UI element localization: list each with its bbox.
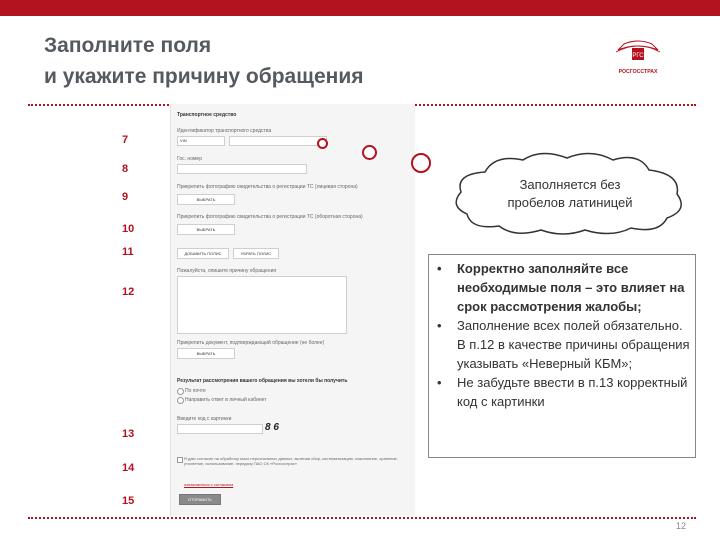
result-option-2-radio[interactable] <box>177 397 184 404</box>
note-text-1: Корректно заполняйте все необходимые поля – это влияет на срок рассмотрения жалобы; <box>457 261 685 314</box>
consent-checkbox[interactable] <box>177 457 183 463</box>
photo2-label: Прикрепить фотографию свидетельства о регистрации ТС (оборотная сторона) <box>177 214 363 220</box>
thought-circle-small <box>317 138 328 149</box>
attach-label: Прикрепить документ, подтверждающий обращение (не более) <box>177 340 325 346</box>
note-item-2 <box>429 316 693 373</box>
row-number-10: 10 <box>122 223 135 235</box>
add-policy-button[interactable]: ДОБАВИТЬ ПОЛИС <box>177 248 229 259</box>
reg-number-label: Гос. номер <box>177 156 202 162</box>
callout-text <box>470 176 670 212</box>
result-title: Результат рассмотрения вашего обращения вы хотели бы получить <box>177 378 348 384</box>
row-number-15: 15 <box>122 495 135 507</box>
note-item-3 <box>429 373 693 411</box>
row-number-11: 11 <box>122 246 134 258</box>
bullet-icon: • <box>437 375 442 390</box>
result-option-2-label: Направить ответ в личный кабинет <box>185 397 267 403</box>
result-option-1-radio[interactable] <box>177 388 184 395</box>
slide-title <box>44 30 363 92</box>
row-number-14: 14 <box>122 462 135 474</box>
rosgosstrakh-logo <box>610 40 666 82</box>
submit-button[interactable]: ОТПРАВИТЬ <box>179 494 221 505</box>
photo1-select-button[interactable]: ВЫБРАТЬ <box>177 194 235 205</box>
reason-label: Пожалуйста, опишите причину обращения <box>177 268 277 274</box>
captcha-label: Введите код с картинки <box>177 416 232 422</box>
logo-text: РОСГОССТРАХ <box>618 69 658 75</box>
row-number-13: 13 <box>122 428 135 440</box>
thought-circle-medium <box>362 145 377 160</box>
svg-text:РГС: РГС <box>632 53 644 59</box>
title-line-1: Заполните поля <box>44 34 212 57</box>
photo2-select-button[interactable]: ВЫБРАТЬ <box>177 224 235 235</box>
reg-number-input[interactable] <box>177 164 307 174</box>
bullet-icon: • <box>437 261 442 276</box>
captcha-input[interactable] <box>177 424 263 434</box>
row-number-7: 7 <box>122 134 129 146</box>
captcha-image: 8 6 <box>265 422 279 433</box>
note-text-3: Не забудьте ввести в п.13 корректный код с картинки <box>457 375 688 409</box>
top-brand-bar <box>0 0 720 16</box>
note-item-1 <box>429 259 693 316</box>
notes-box <box>428 254 696 458</box>
note-text-2: Заполнение всех полей обязательно. В п.12 в качестве причины обращения указывать «Неверный КБМ»; <box>457 318 690 371</box>
attach-select-button[interactable]: ВЫБРАТЬ <box>177 348 235 359</box>
vin-input[interactable] <box>229 136 327 146</box>
callout-line-2: пробелов латиницей <box>507 195 633 210</box>
bottom-divider <box>28 517 696 519</box>
consent-text: Я даю согласие на обработку моих персональных данных, включая сбор, систематизацию, накопление, хранение, уточнение, использование, передачу ПАО СК «Росгосстрах» <box>184 456 398 466</box>
callout-line-1: Заполняется без <box>519 177 621 192</box>
section-title: Транспортное средство <box>177 112 237 118</box>
result-option-1-label: По почте <box>185 388 206 394</box>
remove-policy-button[interactable]: УБРАТЬ ПОЛИС <box>233 248 279 259</box>
vehicle-id-select[interactable]: VIN <box>177 136 225 146</box>
form-screenshot <box>170 104 415 516</box>
photo1-label: Прикрепить фотографию свидетельства о регистрации ТС (лицевая сторона) <box>177 184 358 190</box>
notes-list <box>429 259 693 411</box>
vehicle-id-label: Идентификатор транспортного средства <box>177 128 272 134</box>
row-number-9: 9 <box>122 191 129 203</box>
title-line-2: и укажите причину обращения <box>44 65 364 88</box>
bullet-icon: • <box>437 318 442 333</box>
row-number-12: 12 <box>122 286 135 298</box>
page-number: 12 <box>676 521 687 531</box>
reason-textarea[interactable] <box>177 276 347 334</box>
thought-circle-large <box>411 153 431 173</box>
consent-link[interactable]: ознакомиться с согласием <box>184 482 234 487</box>
row-number-8: 8 <box>122 163 129 175</box>
